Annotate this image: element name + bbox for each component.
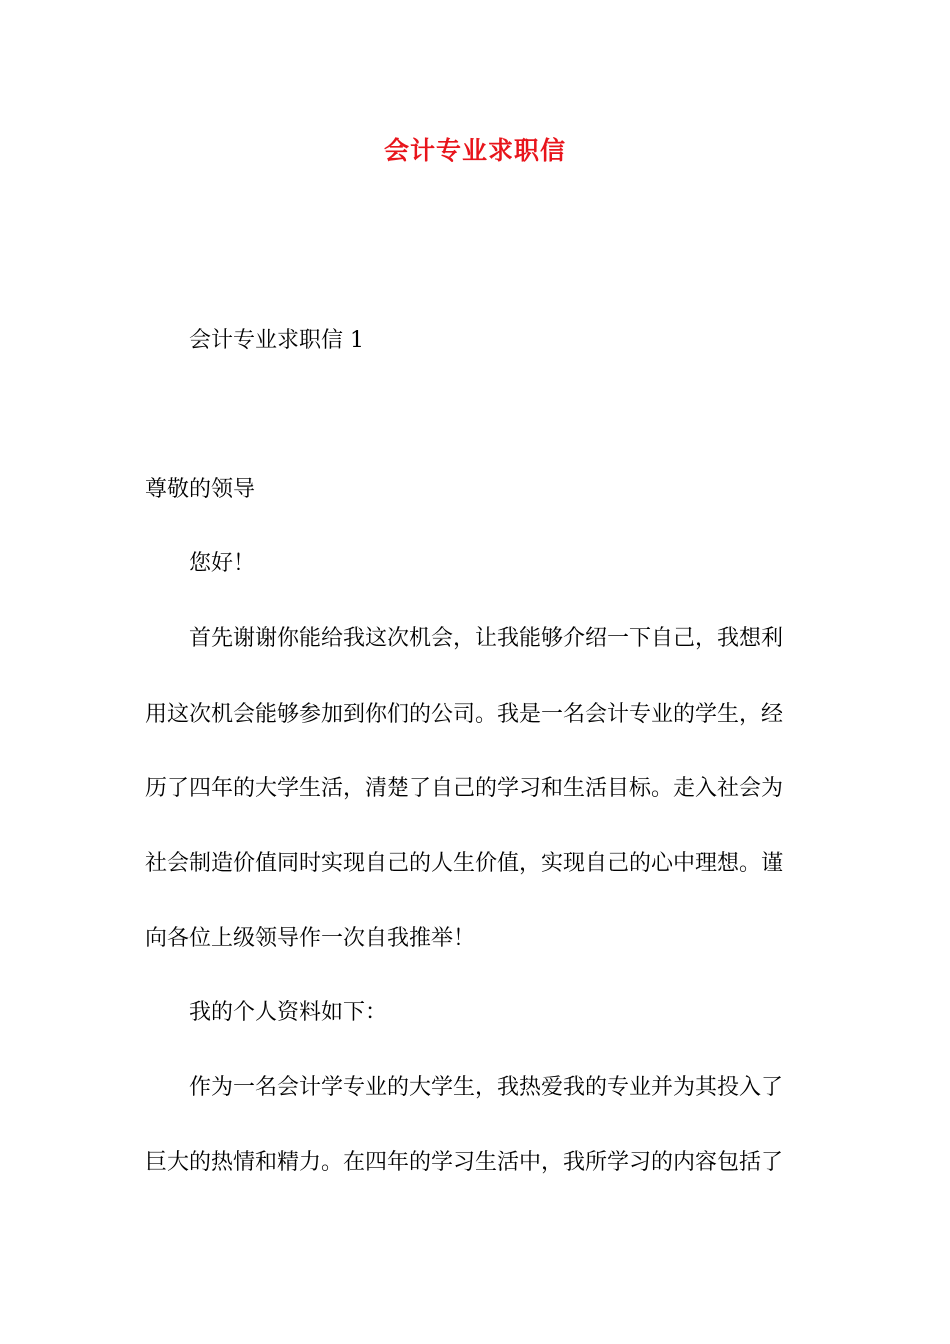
paragraph-1-line-2: 用这次机会能够参加到你们的公司。我是一名会计专业的学生，经	[145, 702, 784, 727]
paragraph-2: 我的个人资料如下：	[189, 1000, 388, 1025]
paragraph-3-line-1: 作为一名会计学专业的大学生，我热爱我的专业并为其投入了	[189, 1075, 784, 1100]
paragraph-1-line-5: 向各位上级领导作一次自我推举！	[145, 926, 476, 951]
document-title: 会计专业求职信	[383, 136, 566, 165]
section-heading: 会计专业求职信 1	[189, 328, 364, 353]
paragraph-1-line-4: 社会制造价值同时实现自己的人生价值，实现自己的心中理想。谨	[145, 851, 784, 876]
paragraph-1-line-1: 首先谢谢你能给我这次机会，让我能够介绍一下自己，我想利	[189, 626, 784, 651]
salutation: 尊敬的领导	[145, 477, 256, 502]
greeting: 您好！	[189, 551, 256, 576]
paragraph-1-line-3: 历了四年的大学生活，清楚了自己的学习和生活目标。走入社会为	[145, 776, 784, 801]
paragraph-3-line-2: 巨大的热情和精力。在四年的学习生活中，我所学习的内容包括了	[145, 1150, 784, 1175]
